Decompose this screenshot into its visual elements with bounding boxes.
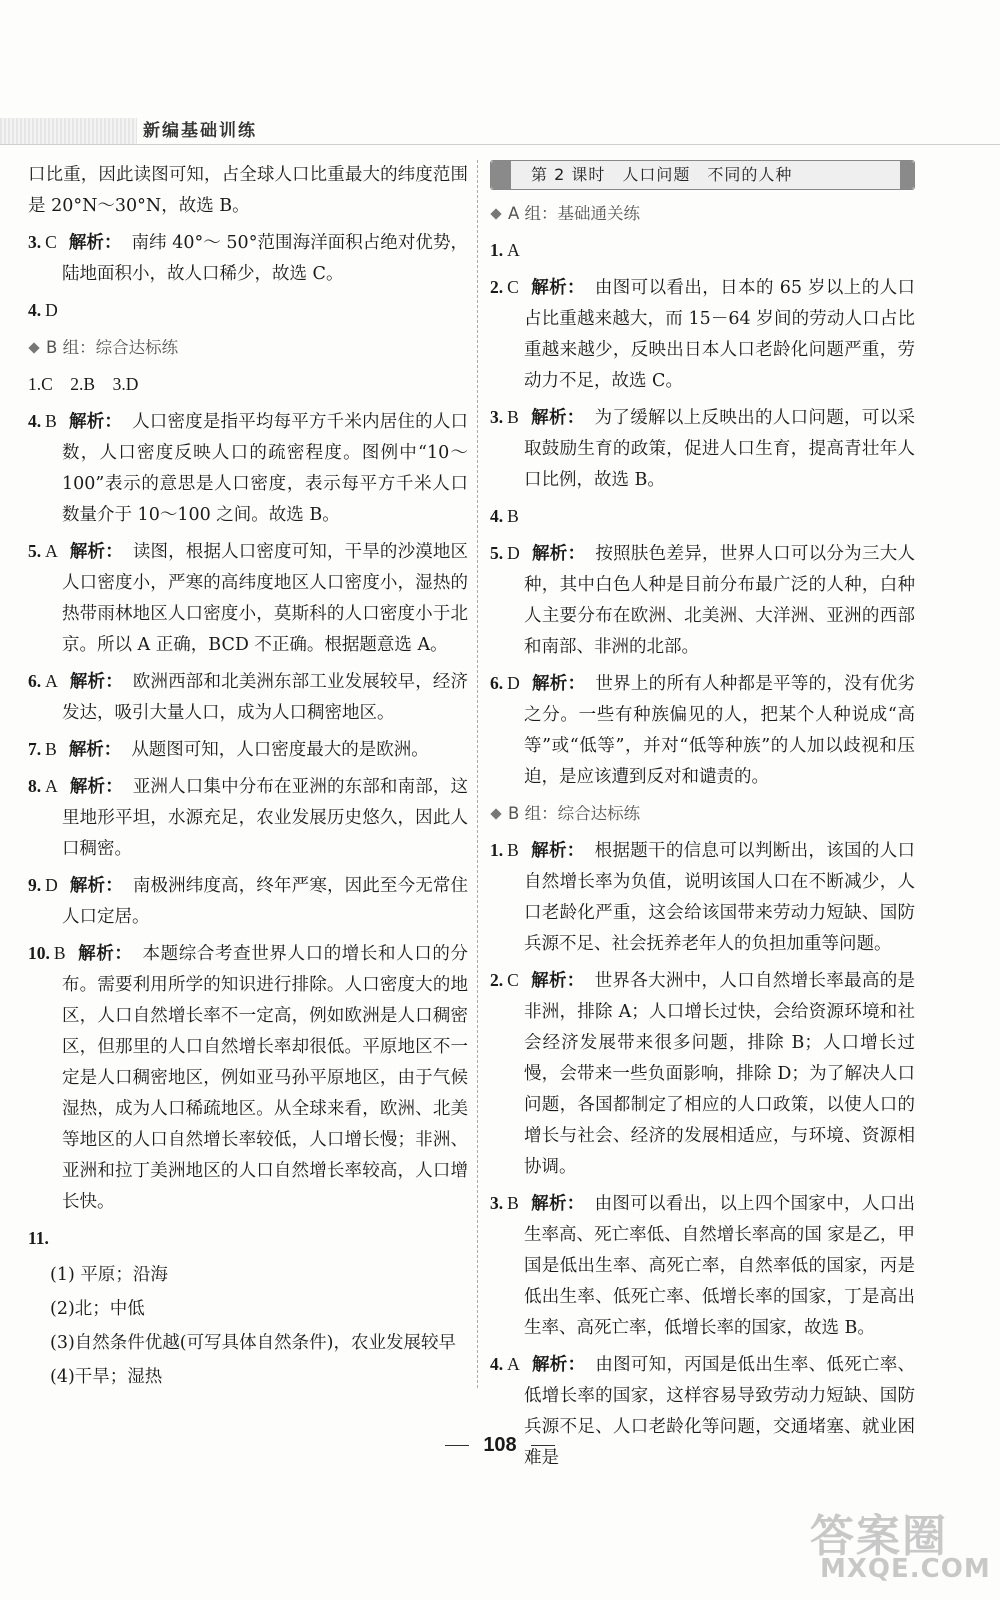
analysis-label: 解析：: [69, 672, 123, 692]
answer-item: [490, 965, 915, 1183]
answer-choice: B: [507, 840, 519, 860]
question-number: 2.: [490, 277, 504, 297]
watermark-domain: MXQE.COM: [820, 1554, 991, 1584]
footer-dash: [531, 1445, 555, 1446]
analysis-label: 解析：: [77, 944, 133, 964]
answer-choice: A: [45, 776, 58, 796]
answer-item: [490, 272, 915, 397]
answer-choice: B: [507, 506, 519, 526]
question-number: 4.: [28, 411, 42, 431]
answer-choice: D: [45, 300, 58, 320]
analysis-text: 本题综合考查世界人口的增长和人口的分布。需要利用所学的知识进行排除。人口密度大的地区，人口自然增长率不一定高，例如欧洲是人口稠密区，但那里的人口自然增长率却很低。平原地区不一定是人口稠密地区，例如亚马孙平原地区，由于气候湿热，成为人口稀疏地区。从全球来看，欧洲、北美等地区的人口自然增长率较低，人口增长慢；非洲、亚洲和拉丁美洲地区的人口自然增长率较高，人口增长快。: [62, 944, 469, 1212]
answer-choice: C: [507, 277, 519, 297]
analysis-label: 解析：: [530, 971, 585, 991]
question-number: 6.: [28, 671, 42, 691]
analysis-label: 解析：: [69, 876, 123, 896]
diamond-icon: [490, 808, 501, 819]
question-number: 11.: [28, 1228, 49, 1248]
question-number: 2.: [490, 970, 504, 990]
analysis-label: 解析：: [531, 544, 586, 564]
analysis-label: 解析：: [69, 777, 123, 797]
analysis-text: 按照肤色差异，世界人口可以分为三大人种，其中白色人种是目前分布最广泛的人种，白种人主要分布在欧洲、北美洲、大洋洲、亚洲的西部和南部、非洲的北部。: [524, 544, 916, 657]
lesson-title: 第 2 课时 人口问题 不同的人种: [531, 165, 793, 184]
analysis-text: 人口密度是指平均每平方千米内居住的人口数，人口密度反映人口的疏密程度。图例中“10～100”表示的意思是人口密度，表示每平方千米人口数量介于 10～100 之间。故选 B。: [62, 412, 469, 525]
answer-choice: A: [507, 1354, 520, 1374]
answer-choice: D: [45, 875, 58, 895]
answer-text: 口比重，因此读图可知，占全球人口比重最大的纬度范围是 20°N～30°N，故选 B。: [28, 165, 468, 216]
analysis-text: 为了缓解以上反映出的人口问题，可以采取鼓励生育的政策，促进人口生育，提高青壮年人口比例，故选 B。: [524, 408, 916, 490]
analysis-text: 由图可知，丙国是低出生率、低死亡率、低增长率的国家，这样容易导致劳动力短缺、国防兵源不足、人口老龄化等问题，交通堵塞、就业困难是: [524, 1355, 916, 1468]
answer-choice: C: [507, 970, 519, 990]
footer-dash: [445, 1445, 469, 1446]
group-a-label: A 组：基础通关练: [508, 204, 641, 223]
answer-item: [28, 666, 468, 729]
answer-item: [28, 870, 468, 933]
sub-answer: (2)北；中低: [50, 1299, 145, 1319]
group-b-heading: [28, 332, 468, 363]
left-column: [28, 160, 468, 1396]
analysis-label: 解析：: [530, 1194, 585, 1214]
question-number: 4.: [490, 1354, 504, 1374]
answer-continuation: [28, 160, 468, 222]
answer-choice: A: [507, 240, 520, 260]
group-b-heading: [490, 798, 915, 829]
analysis-label: 解析：: [530, 278, 585, 298]
answer-choice: B: [53, 943, 66, 963]
analysis-text: 世界上的所有人种都是平等的，没有优劣之分。一些有种族偏见的人，把某个人种说成“高等”或“低等”，并对“低等种族”的人加以歧视和压迫，是应该遭到反对和谴责的。: [524, 674, 916, 787]
diamond-icon: [28, 342, 39, 353]
answer-item: [490, 501, 915, 533]
answer-item: [490, 835, 915, 960]
diamond-icon: [490, 208, 501, 219]
answer-choice: B: [507, 1193, 519, 1213]
right-column: [490, 160, 915, 1479]
question-number: 7.: [28, 739, 42, 759]
analysis-label: 解析：: [531, 674, 586, 694]
page-number-footer: [0, 1434, 1000, 1457]
question-number: 3.: [490, 1193, 504, 1213]
question-number: 9.: [28, 875, 42, 895]
question-number: 3.: [28, 232, 42, 252]
analysis-label: 解析：: [531, 1355, 586, 1375]
page-number: 108: [483, 1434, 517, 1456]
analysis-text: 从题图可知，人口密度最大的是欧洲。: [131, 740, 429, 760]
answer-item: [28, 295, 468, 327]
answer-item: [28, 536, 468, 661]
answer-item: [490, 668, 915, 793]
answer-item: [28, 938, 468, 1218]
answer-item: [28, 406, 468, 531]
question-number: 6.: [490, 673, 504, 693]
question-number: 4.: [490, 506, 504, 526]
answer-item: [28, 771, 468, 865]
question-number: 8.: [28, 776, 42, 796]
group-b-label: B 组：综合达标练: [508, 804, 641, 823]
book-series-title: 新编基础训练: [137, 118, 263, 144]
answer-item: [28, 1223, 468, 1255]
analysis-label: 解析：: [68, 233, 122, 253]
answer-item: [28, 734, 468, 766]
answer-choice: B: [507, 407, 519, 427]
question-number: 5.: [28, 541, 42, 561]
answer-item: [490, 1188, 915, 1344]
answer-item: [490, 402, 915, 496]
answer-choice: A: [45, 541, 58, 561]
answer-choice: B: [45, 739, 57, 759]
sub-answer: (3)自然条件优越(可写具体自然条件)，农业发展较早: [50, 1333, 456, 1353]
site-watermark: [810, 1500, 991, 1590]
answer-choice: B: [45, 411, 57, 431]
question-number: 1.: [490, 240, 504, 260]
analysis-label: 解析：: [530, 841, 585, 861]
question-number: 1.: [490, 840, 504, 860]
analysis-label: 解析：: [68, 740, 122, 760]
answer-item: [28, 227, 468, 290]
answer-choice: A: [45, 671, 58, 691]
analysis-label: 解析：: [69, 542, 123, 562]
header-rule: [0, 144, 1000, 145]
analysis-text: 读图，根据人口密度可知，干旱的沙漠地区人口密度小，严寒的高纬度地区人口密度小，湿热的热带雨林地区人口密度小，莫斯科的人口密度小于北京。所以 A 正确，BCD 不正确。根据题意选 A。: [62, 542, 469, 655]
analysis-text: 世界各大洲中，人口自然增长率最高的是非洲，排除 A；人口增长过快，会给资源环境和社会经济发展带来很多问题，排除 B；人口增长过慢，会带来一些负面影响，排除 D；为了解决人口问题，各国都制定了相应的人口政策，以使人口的增长与社会、经济的发展相适应，与环境、资源相协调。: [524, 971, 916, 1177]
multi-answers: 1.C 2.B 3.D: [28, 374, 139, 394]
analysis-text: 欧洲西部和北美洲东部工业发展较早，经济发达，吸引大量人口，成为人口稠密地区。: [62, 672, 469, 723]
question-number: 3.: [490, 407, 504, 427]
lesson-title-bar: [490, 160, 915, 190]
analysis-label: 解析：: [68, 412, 123, 432]
group-b-label: B 组：综合达标练: [46, 338, 179, 357]
analysis-text: 南极洲纬度高，终年严寒，因此至今无常住人口定居。: [62, 876, 469, 927]
analysis-text: 由图可以看出，以上四个国家中，人口出生率高、死亡率低、自然增长率高的国 家是乙，甲国是低出生率、高死亡率，自然率低的国家，丙是低出生率、低死亡率、低增长率的国家，丁是高出生率、高死亡率，低增长率的国家，故选 B。: [524, 1194, 916, 1338]
analysis-text: 根据题干的信息可以判断出，该国的人口自然增长率为负值，说明该国人口在不断减少，人口老龄化严重，这会给该国带来劳动力短缺、国防兵源不足、社会抚养老年人的负担加重等问题。: [524, 841, 916, 954]
sub-answer: (4)干旱；湿热: [50, 1367, 163, 1387]
answer-item: [28, 369, 468, 401]
sub-answer: (1) 平原；沿海: [50, 1265, 168, 1285]
analysis-text: 亚洲人口集中分布在亚洲的东部和南部，这里地形平坦，水源充足，农业发展历史悠久，因此人口稠密。: [62, 777, 469, 859]
analysis-text: 由图可以看出，日本的 65 岁以上的人口占比重越来越大，而 15－64 岁间的劳动人口占比重越来越少，反映出日本人口老龄化问题严重，劳动力不足，故选 C。: [524, 278, 915, 391]
answer-choice: D: [507, 543, 520, 563]
answer-item: [490, 538, 915, 663]
column-divider: [477, 160, 478, 1388]
answer-item: [490, 235, 915, 267]
question-number: 4.: [28, 300, 42, 320]
watermark-logo-text: 答案圈: [810, 1511, 948, 1562]
answer-choice: C: [45, 232, 57, 252]
question-number: 10.: [28, 943, 50, 963]
analysis-text: 南纬 40°～ 50°范围海洋面积占绝对优势，陆地面积小，故人口稀少，故选 C。: [62, 233, 468, 284]
analysis-label: 解析：: [530, 408, 585, 428]
group-a-heading: [490, 198, 915, 229]
question-number: 5.: [490, 543, 504, 563]
answer-choice: D: [507, 673, 520, 693]
